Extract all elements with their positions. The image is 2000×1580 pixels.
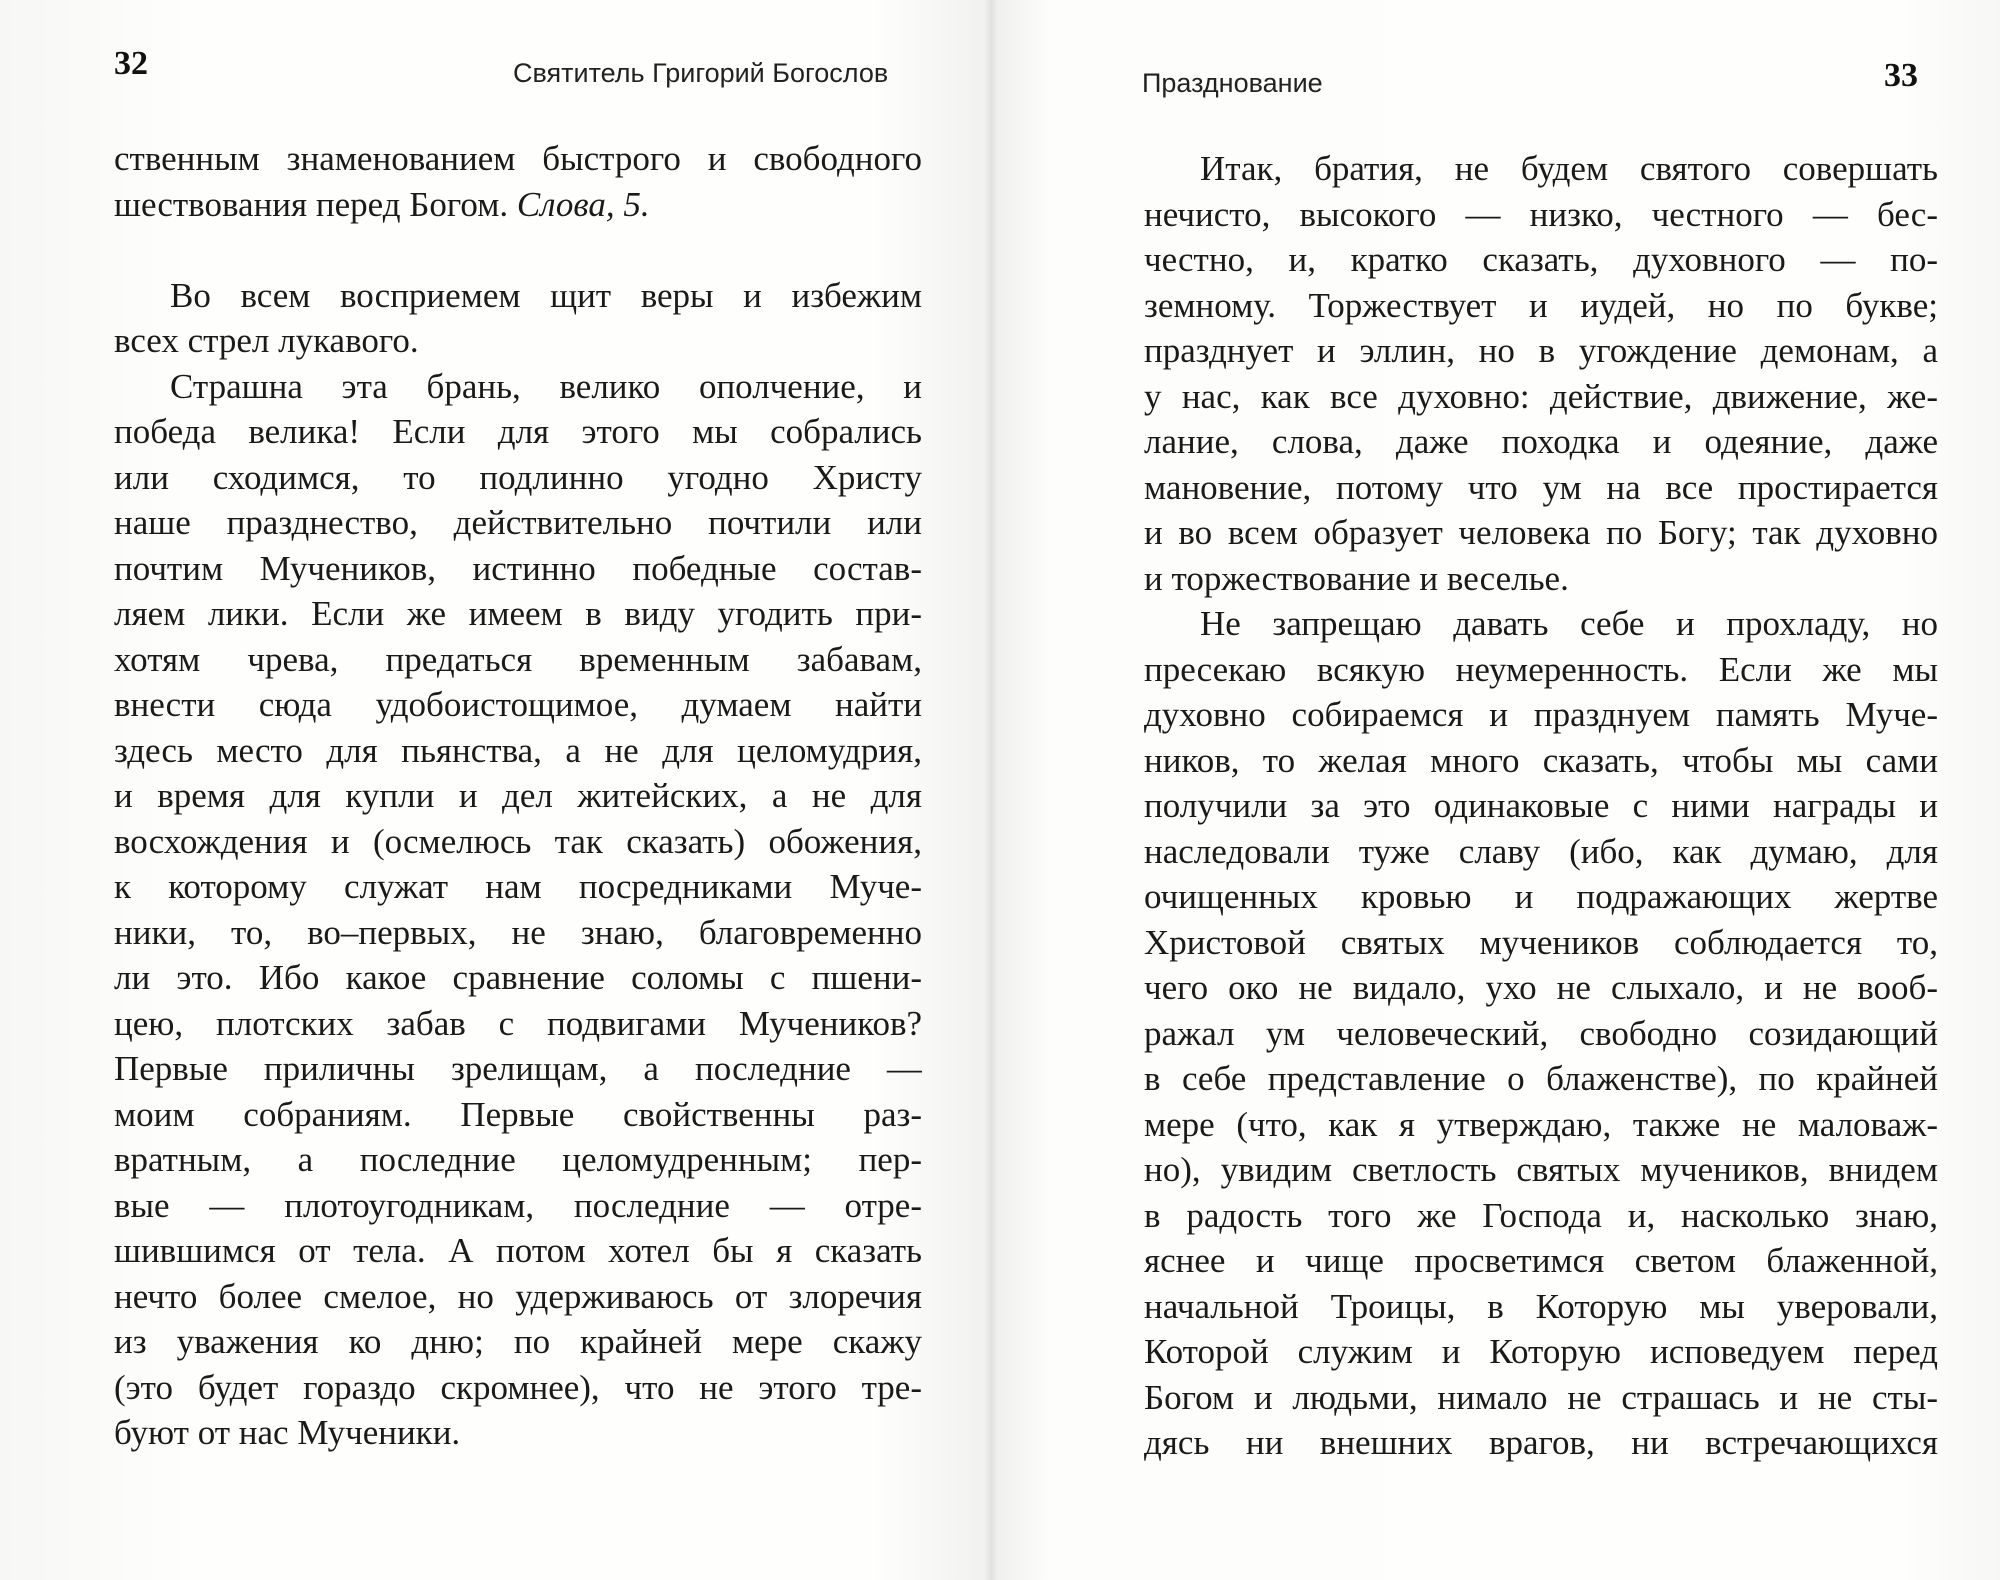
text-line: духовно собираемся и празднуем память Муче- (1144, 695, 1938, 734)
left-text-block (114, 136, 922, 1456)
text-line: в себе представление о блаженстве), по крайней (1144, 1059, 1938, 1098)
text-line: Первые приличны зрелищам, а последние — (114, 1049, 922, 1088)
right-text-block (1144, 146, 1938, 1466)
text-line: получили за это одинаковые с ними награды и (1144, 786, 1938, 825)
text-line: и во всем образует человека по Богу; так духовно (1144, 513, 1938, 552)
text-line: честно, и, кратко сказать, духовного — по- (1144, 240, 1938, 279)
text-line: лание, слова, даже походка и одеяние, даже (1144, 422, 1938, 461)
left-page-number: 32 (114, 45, 148, 82)
text-line: из уважения ко дню; по крайней мере скажу (114, 1322, 922, 1361)
right-page (990, 0, 2000, 1580)
left-page (0, 0, 990, 1580)
text-line: Не запрещаю давать себе и прохладу, но (1200, 604, 1938, 643)
text-line: но), увидим светлость святых мучеников, внидем (1144, 1150, 1938, 1189)
text-line: буют от нас Мученики. (114, 1413, 461, 1452)
text-line: ники, то, во–первых, не знаю, благовременно (114, 912, 922, 952)
text-line: вратным, а последние целомудренным; пер- (114, 1140, 922, 1179)
line-text: шествования перед Богом. (114, 184, 509, 224)
text-line: празднует и эллин, но в угождение демонам, а (1144, 331, 1938, 370)
text-line: очищенных кровью и подражающих жертве (1144, 877, 1938, 916)
right-page-number: 33 (1884, 57, 1918, 94)
text-line: нечто более смелое, но удерживаюсь от злоречия (114, 1276, 922, 1316)
text-line: Во всем восприемем щит веры и избежим (170, 275, 922, 315)
text-line: (это будет гораздо скромнее), что не этого тре- (114, 1367, 922, 1407)
text-line: пресекаю всякую неумеренность. Если же мы (1144, 649, 1938, 689)
text-line: ников, то желая много сказать, чтобы мы сами (1144, 740, 1938, 780)
text-line: в радость того же Господа и, насколько знаю, (1144, 1195, 1938, 1235)
text-line: почтим Мучеников, истинно победные состав- (114, 548, 922, 588)
text-line: и торжествование и веселье. (1144, 558, 1569, 598)
text-line: победа велика! Если для этого мы собрались (114, 412, 922, 451)
text-line: шившимся от тела. А потом хотел бы я сказать (114, 1231, 922, 1270)
text-line: дясь ни внешних врагов, ни встречающихся (1144, 1423, 1938, 1462)
text-line: всех стрел лукавого. (114, 321, 419, 360)
text-line: внести сюда удобоистощимое, думаем найти (114, 685, 922, 724)
text-line: ственным знаменованием быстрого и свободного (114, 139, 922, 178)
right-running-head: Празднование (1142, 68, 1323, 98)
text-line: мановение, потому что ум на все простирается (1144, 467, 1938, 507)
text-line: ли это. Ибо какое сравнение соломы с пшени- (114, 958, 922, 997)
text-line (114, 182, 922, 228)
text-line: хотям чрева, предаться временным забавам, (114, 639, 922, 679)
text-line: Страшна эта брань, велико ополчение, и (170, 366, 922, 406)
text-line: Итак, братия, не будем святого совершать (1200, 149, 1938, 188)
left-paragraph-1 (114, 273, 922, 364)
text-line: здесь место для пьянства, а не для целомудрия, (114, 730, 922, 770)
text-line: вые — плотоугодникам, последние — отре- (114, 1185, 922, 1225)
source-citation: Слова, 5. (516, 184, 650, 224)
text-line: начальной Троицы, в Которую мы уверовали, (1144, 1286, 1938, 1326)
text-line: нечисто, высокого — низко, честного — бес- (1144, 194, 1938, 234)
text-line: земному. Торжествует и иудей, но по букве; (1144, 285, 1938, 325)
left-running-head: Святитель Григорий Богослов (513, 58, 889, 88)
text-line: яснее и чище просветимся светом блаженной, (1144, 1241, 1938, 1280)
right-paragraph-1 (1144, 146, 1938, 601)
text-line: у нас, как все духовно: действие, движение, же- (1144, 376, 1938, 416)
text-line: ляем лики. Если же имеем в виду угодить при- (114, 594, 922, 633)
book-gutter (984, 0, 998, 1580)
text-line: или сходимся, то подлинно угодно Христу (114, 457, 922, 497)
paragraph-gap (114, 227, 922, 273)
text-line: мере (что, как я утверждаю, также не маловаж- (1144, 1104, 1938, 1144)
text-line: восхождения и (осмелюсь так сказать) обожения, (114, 821, 922, 861)
text-line: к которому служат нам посредниками Муче- (114, 867, 922, 906)
text-line: наследовали туже славу (ибо, как думаю, для (1144, 831, 1938, 871)
text-line: Христовой святых мучеников соблюдается то, (1144, 922, 1938, 962)
text-line: ражал ум человеческий, свободно созидающий (1144, 1013, 1938, 1053)
text-line: наше празднество, действительно почтили или (114, 503, 922, 542)
text-line: Богом и людьми, нимало не страшась и не сты- (1144, 1377, 1938, 1417)
text-line: чего око не видало, ухо не слыхало, и не вооб- (1144, 968, 1938, 1007)
text-line: моим собраниям. Первые свойственны раз- (114, 1094, 922, 1134)
text-line: и время для купли и дел житейских, а не для (114, 776, 922, 815)
left-paragraph-2 (114, 364, 922, 1456)
text-line: Которой служим и Которую исповедуем перед (1144, 1332, 1938, 1371)
text-line: цею, плотских забав с подвигами Мучеников? (114, 1003, 922, 1043)
right-paragraph-2 (1144, 601, 1938, 1466)
